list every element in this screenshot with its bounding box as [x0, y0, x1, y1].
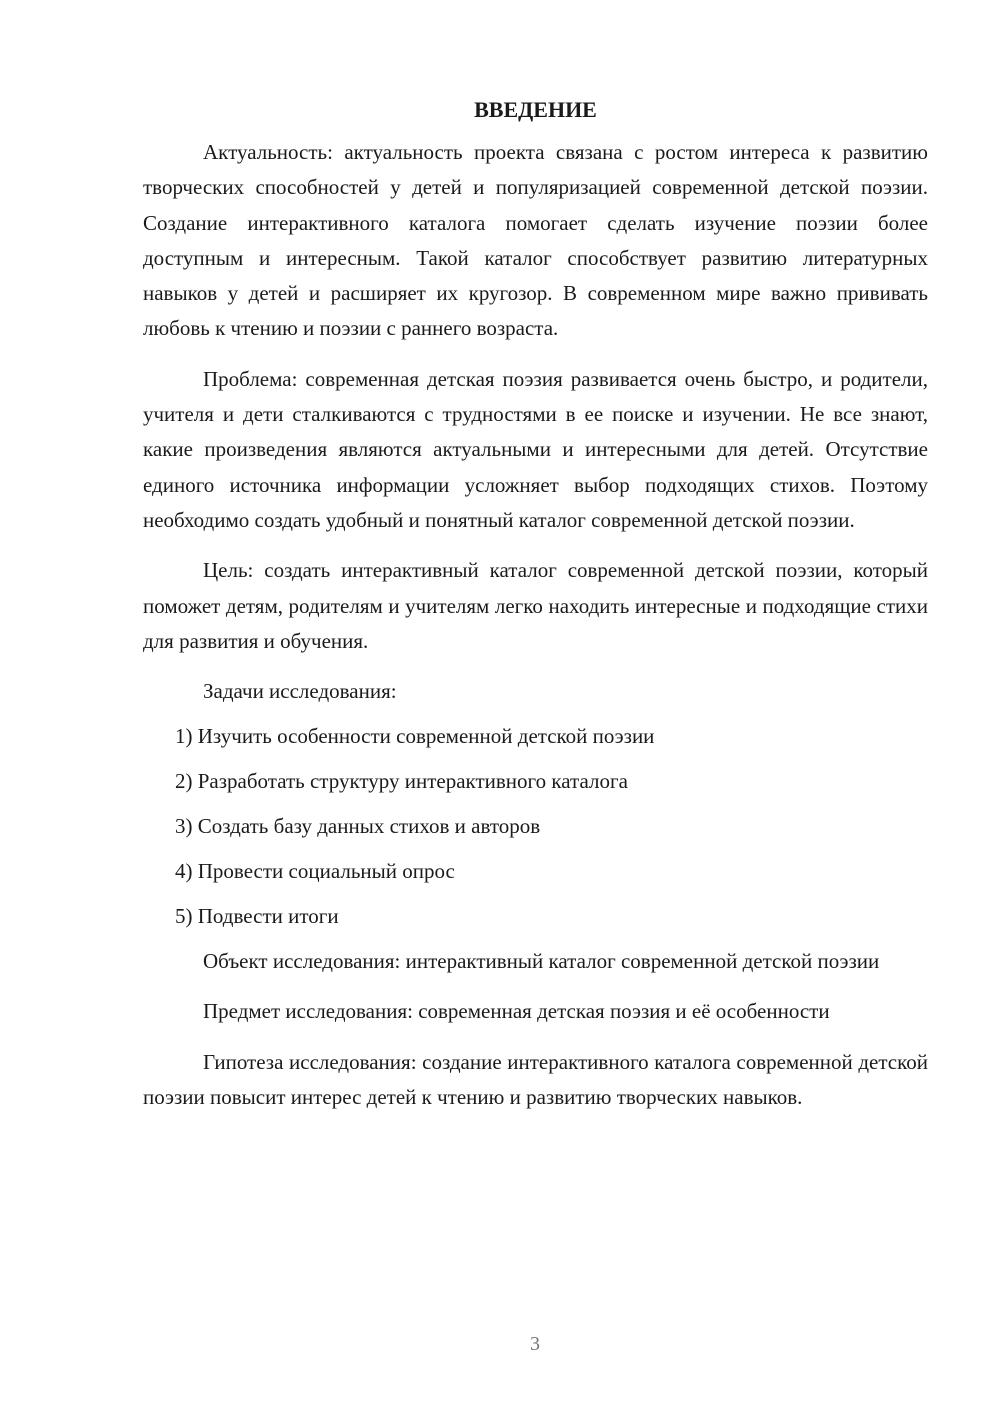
document-page [143, 95, 928, 1130]
paragraph-hypothesis: Гипотеза исследования: создание интерактивного каталога современной детской поэзии повысит интерес детей к чтению и развитию творческих навыков. [143, 1049, 928, 1110]
list-item: 3) Создать базу данных стихов и авторов [175, 814, 541, 839]
tasks-heading: Задачи исследования: [203, 679, 397, 704]
paragraph-subject: Предмет исследования: современная детская поэзия и её особенности [203, 999, 830, 1024]
task-list [143, 719, 928, 934]
section-title: ВВЕДЕНИЕ [474, 97, 597, 122]
paragraph-object: Объект исследования: интерактивный каталог современной детской поэзии [203, 949, 880, 974]
list-item: 2) Разработать структуру интерактивного каталога [175, 769, 628, 794]
paragraph-problem: Проблема: современная детская поэзия развивается очень быстро, и родители, учителя и дети сталкиваются с трудностями в ее поиске и изучении. Не все знают, какие произведения являются актуальными и интересными для детей. Отсутствие единого источника информации усложняет выбор подходящих стихов. Поэтому необходимо создать удобный и понятный каталог современной детской поэзии. [143, 366, 928, 532]
paragraph-goal: Цель: создать интерактивный каталог современной детской поэзии, который поможет детям, родителям и учителям легко находить интересные и подходящие стихи для развития и обучения. [143, 558, 928, 653]
list-item: 1) Изучить особенности современной детской поэзии [175, 724, 655, 749]
paragraph-relevance: Актуальность: актуальность проекта связана с ростом интереса к развитию творческих способностей у детей и популяризацией современной детской поэзии. Создание интерактивного каталога помогает сделать изучение поэзии более доступным и интересным. Такой каталог способствует развитию литературных навыков у детей и расширяет их кругозор. В современном мире важно прививать любовь к чтению и поэзии с раннего возраста. [143, 140, 928, 341]
list-item: 4) Провести социальный опрос [175, 859, 455, 884]
page-number: 3 [530, 1333, 540, 1355]
list-item: 5) Подвести итоги [175, 904, 339, 929]
